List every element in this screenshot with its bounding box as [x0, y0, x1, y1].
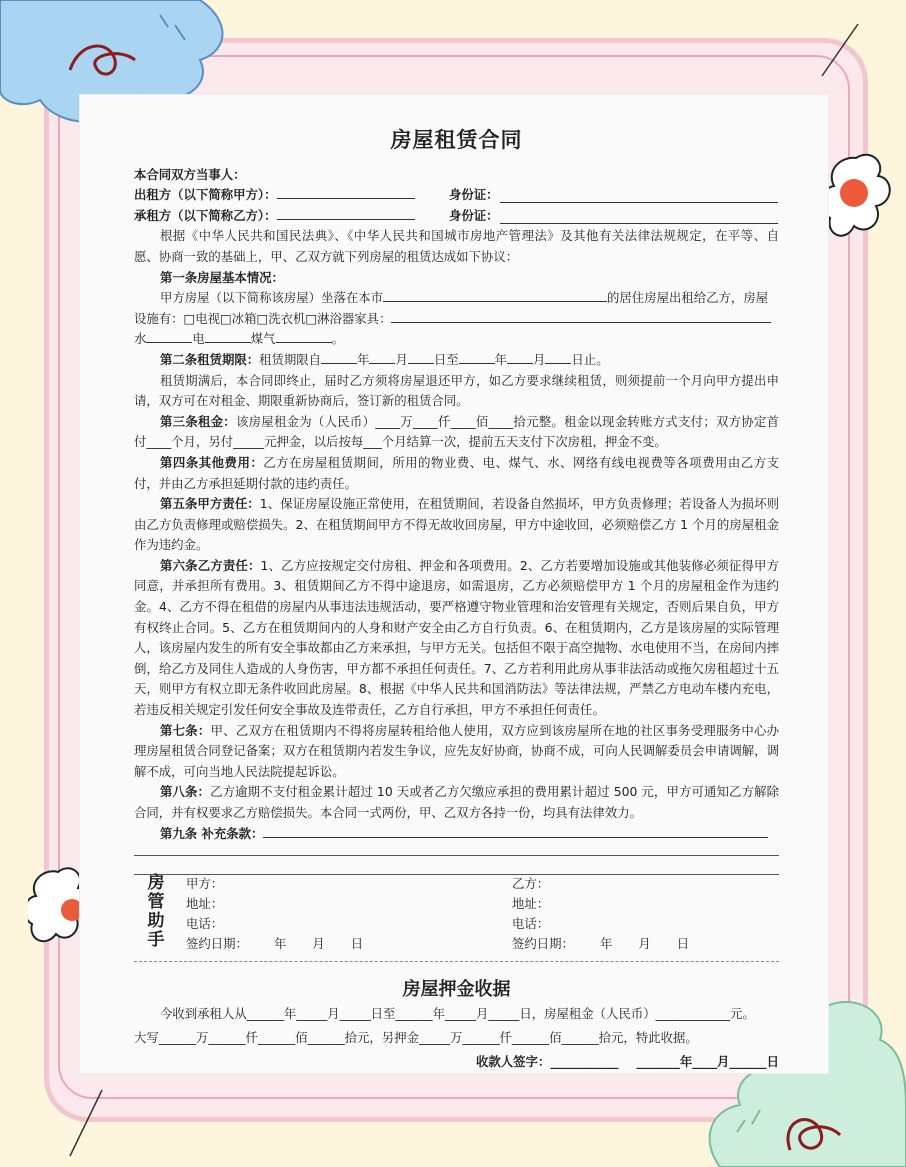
party-b-row	[134, 206, 779, 227]
receipt-line2: 大写______万______仟______佰______拾元，另押金_____万______仟______佰______拾元，特此收据。	[134, 1030, 698, 1045]
parties-intro: 本合同双方当事人：	[134, 166, 246, 182]
sig-a-address-label: 地址：	[186, 896, 224, 911]
party-a-label: 出租方（以下简称甲方）：	[134, 187, 277, 203]
art6-title: 第六条乙方责任：	[160, 557, 261, 573]
sig-a-date-label: 签约日期：	[186, 936, 248, 951]
sig-party-a-label: 甲方：	[186, 876, 224, 891]
art1-line2	[134, 309, 779, 330]
sig-a-date-row	[186, 934, 363, 954]
art2-line1	[134, 350, 779, 371]
start-month-label: 月	[395, 351, 408, 367]
start-month-field[interactable]	[369, 350, 395, 364]
receipt-line1: 今收到承租人从______年_____月_____日至______年_____月_____日，房屋租金（人民币）____________元。	[160, 1006, 755, 1021]
party-b-label: 承租方（以下简称乙方）：	[134, 207, 277, 223]
party-a-row	[134, 185, 779, 206]
start-day-field[interactable]	[408, 350, 434, 364]
electric-label: 电	[192, 331, 205, 347]
brand-char-4: 手	[147, 930, 165, 950]
start-year-field[interactable]	[321, 350, 357, 364]
party-b-id-label: 身份证：	[449, 207, 499, 223]
sig-b-day-label: 日	[676, 936, 690, 951]
art1-line1	[134, 288, 779, 309]
art2-title: 第二条租赁期限：	[160, 351, 260, 367]
sig-a-phone-label: 电话：	[186, 916, 224, 931]
party-a-name-field[interactable]	[277, 185, 415, 199]
art8-text: 乙方逾期不支付租金累计超过 10 天或者乙方欠缴应承担的费用累计超过 500 元，甲方可通知乙方解除合同，并有权要求乙方赔偿损失。本合同一式两份，甲、乙双方各持一份，均具有法律效力。	[134, 784, 780, 820]
art1-end: 。	[331, 331, 344, 347]
art7	[134, 721, 779, 783]
party-a-id-label: 身份证：	[449, 187, 499, 203]
art2-from-label: 租赁期限自	[259, 351, 322, 367]
art9	[134, 824, 779, 845]
art6	[134, 556, 779, 721]
contract-title: 房屋租赁合同	[390, 128, 523, 152]
sig-b-year-label: 年	[599, 936, 613, 951]
party-b-name-field[interactable]	[277, 206, 415, 220]
art1-line3	[134, 329, 779, 350]
receipt-date: _______年____月______日	[636, 1054, 779, 1069]
end-day-field[interactable]	[545, 350, 571, 364]
sig-b-address-label: 地址：	[512, 896, 550, 911]
start-year-label: 年	[357, 351, 370, 367]
art1-facilities-label: 设施有：□电视□冰箱□洗衣机□淋浴器家具：	[134, 310, 392, 326]
art4-text: 乙方在房屋租赁期间，所用的物业费、电、煤气、水、网络有线电视费等各项费用由乙方支付，并由乙方承担延期付款的违约责任。	[134, 454, 780, 491]
receipt-sign-row	[134, 1050, 779, 1074]
end-year-label: 年	[494, 351, 508, 367]
art6-text: 1、乙方应按规定交付房租、押金和各项费用。2、乙方若要增加设施或其他装修必须征得甲方同意，并承担所有费用。3、租赁期间乙方不得中途退房，如需退房，乙方必须赔偿甲方 1 个月的房屋租金作为违约金。4、乙方不得在租借的房屋内从事违法违规活动，要严格遵守物业管理和治安管理有关规定，否则后果自负，甲方有权终止合同。5、乙方在租赁期间内的人身和财产安全由乙方自行负责。6、在租赁期内，乙方是该房屋的实际管理人，该房屋内发生的所有安全事故都由乙方来承担，与甲方无关。包括但不限于高空抛物、水电使用不当，在房间内摔倒，给乙方及同住人造成的人身伤害，甲方都不承担任何责任。7、乙方若利用此房从事非法活动或拖欠房租超过十五天，则甲方有权立即无条件收回此房屋。8、根据《中华人民共和国消防法》等法律法规，严禁乙方电动车楼内充电，若违反相关规定引发任何安全事故及连带责任，乙方自行承担，甲方不承担任何责任。	[134, 557, 779, 718]
art1-title: 第一条房屋基本情况：	[160, 269, 284, 285]
gas-label: 煤气	[250, 331, 276, 347]
party-b-id-field[interactable]	[500, 210, 778, 224]
sig-b-date-label: 签约日期：	[512, 936, 574, 951]
signature-block	[134, 874, 779, 958]
art4-title: 第四条其他费用：	[160, 454, 264, 470]
sig-a-day-label: 日	[350, 936, 364, 951]
brand-char-2: 管	[147, 892, 165, 912]
deposit-receipt	[134, 978, 779, 1074]
sig-b-month-label: 月	[638, 936, 651, 951]
end-month-field[interactable]	[507, 350, 533, 364]
supplement-field-1[interactable]	[263, 824, 768, 838]
art2-end: 日止。	[571, 351, 609, 367]
end-year-field[interactable]	[459, 350, 495, 364]
art3-text: 该房屋租金为（人民币）____万____仟____佰____拾元整。租金以现金转账方式支付；双方协定首付____个月，另付_____元押金，以后按每___个月结算一次，提前五天支付下次房租，押金不变。	[134, 413, 780, 450]
art8	[134, 782, 779, 823]
start-day-label: 日至	[433, 351, 459, 367]
brand-char-3: 助	[147, 911, 165, 931]
art1-furniture-field[interactable]	[391, 309, 771, 323]
contract-document	[134, 128, 779, 875]
supplement-field-2[interactable]	[134, 854, 779, 856]
sig-a-month-label: 月	[312, 936, 325, 951]
brand-char-1: 房	[147, 873, 165, 893]
end-month-label: 月	[533, 351, 546, 367]
art4	[134, 453, 779, 494]
flower-left	[28, 862, 88, 962]
art3	[134, 412, 779, 453]
electric-field[interactable]	[205, 329, 251, 343]
art1-location-label: 甲方房屋（以下简称该房屋）坐落在本市	[160, 290, 384, 306]
art9-title: 第九条 补充条款：	[160, 825, 264, 841]
payee-signature: 收款人签字：___________	[476, 1054, 619, 1069]
sig-a-year-label: 年	[273, 936, 287, 951]
receipt-title: 房屋押金收据	[402, 979, 511, 1000]
art1-location-field[interactable]	[383, 288, 607, 302]
art5-title: 第五条甲方责任：	[160, 496, 260, 512]
art5-text: 1、保证房屋设施正常使用，在租赁期间，若设备自然损坏，甲方负责修理；若设备人为损坏则由乙方负责修理或赔偿损失。2、在租赁期间甲方不得无故收回房屋，甲方中途收回，必须赔偿乙方 1 个月的房屋租金作为违约金。	[134, 496, 780, 553]
art5	[134, 494, 779, 556]
party-b-signature	[512, 874, 689, 954]
gas-field[interactable]	[276, 329, 332, 343]
art8-title: 第八条：	[160, 784, 211, 800]
water-label: 水	[134, 331, 147, 347]
party-a-signature	[186, 874, 363, 954]
art1-line1-tail: 的居住房屋出租给乙方，房屋	[607, 290, 769, 306]
corner-stroke-bottom-left	[62, 1086, 122, 1166]
art7-text: 甲、乙双方在租赁期内不得将房屋转租给他人使用，双方应到该房屋所在地的社区事务受理服务中心办理房屋租赁合同登记备案；双方在租赁期内若发生争议，应先友好协商，协商不成，可向人民调解委员会申请调解，调解不成，可向当地人民法院提起诉讼。	[134, 722, 780, 779]
corner-stroke-top-right	[810, 20, 870, 80]
flower-top-right	[826, 148, 896, 248]
art7-title: 第七条：	[160, 722, 211, 738]
water-field[interactable]	[146, 329, 192, 343]
dashed-divider	[134, 961, 779, 962]
art3-title: 第三条租金：	[160, 413, 236, 429]
preamble: 根据《中华人民共和国民法典》、《中华人民共和国城市房地产管理法》及其他有关法律法规规定，在平等、自愿、协商一致的基础上，甲、乙双方就下列房屋的租赁达成如下协议：	[134, 228, 779, 264]
sig-b-date-row	[512, 934, 689, 954]
sig-b-phone-label: 电话：	[512, 916, 550, 931]
party-a-id-field[interactable]	[500, 189, 778, 203]
art2-renewal: 租赁期满后，本合同即终止，届时乙方须将房屋退还甲方，如乙方要求继续租赁，则须提前一个月向甲方提出申请，双方可在对租金、期限重新协商后，签订新的租赁合同。	[134, 372, 779, 409]
sig-party-b-label: 乙方：	[512, 876, 550, 891]
